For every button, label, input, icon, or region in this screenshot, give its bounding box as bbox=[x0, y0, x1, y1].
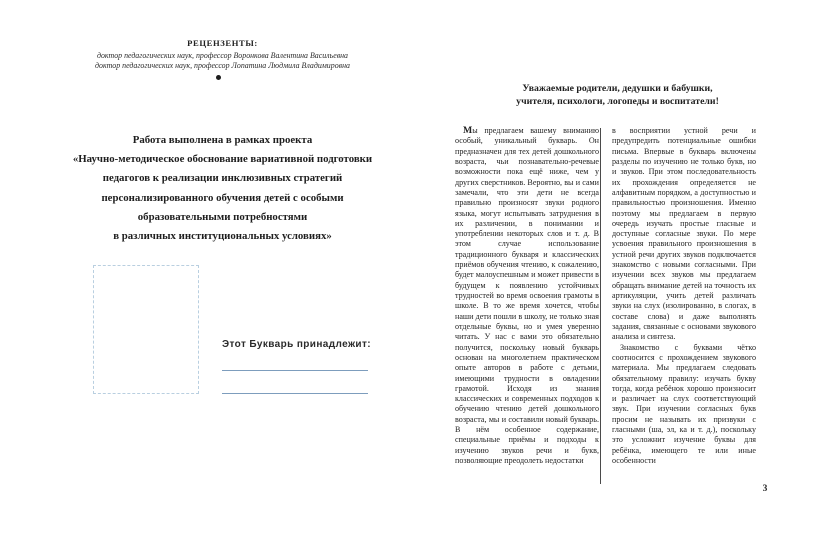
name-writing-line bbox=[222, 370, 368, 371]
reviewer-name: доктор педагогических наук, профессор Лопатина Людмила Владимировна bbox=[95, 60, 350, 70]
section-divider-dot bbox=[216, 75, 221, 80]
text-column-1 bbox=[455, 126, 599, 466]
project-line: персонализированного обучения детей с особыми bbox=[101, 191, 344, 204]
reviewers-block bbox=[30, 38, 415, 71]
greeting-line: Уважаемые родители, дедушки и бабушки, bbox=[522, 83, 713, 94]
ownership-label: Этот Букварь принадлежит: bbox=[222, 339, 372, 350]
reviewers-heading: РЕЦЕНЗЕНТЫ: bbox=[187, 38, 258, 48]
body-paragraph: Знакомство с буквами чётко соотносится с прохождением звукового материала. Мы предлагаем следовать обязательному правилу: изучать букву тогда, когда ребёнок хорошо произносит и различает на слух соответствующий звук. При изучении согласных букв просим не называть их призвуки с гласными (ша, эл, ка и т. д.), поскольку это усложнит изучение буквы для ребёнка, имеющего те или иные особенности bbox=[612, 342, 756, 465]
greeting-heading bbox=[430, 82, 805, 108]
page-number: 3 bbox=[762, 484, 768, 494]
column-divider-rule bbox=[600, 128, 601, 484]
body-paragraph: в восприятии устной речи и предупредить потенциальные ошибки письма. Впервые в букварь включены разделы по изучению не только букв, но и звуков. При этом последовательность их прохождения определяется не алфавитным порядком, а доступностью и правильностью произношения. Именно поэтому мы предлагаем в первую очередь изучать простые гласные и доступные согласные звуки. По мере усвоения правильного произношения в устной речи других звуков подключается знакомство с новыми согласными. При изучении всех звуков мы предлагаем обращать внимание детей на точность их артикуляции, учить детей различать звуки на слух (изолированно, в слогах, в составе слова) и даже выполнять задания, связанные с основами звукового анализа и синтеза. bbox=[612, 126, 756, 342]
project-line: Работа выполнена в рамках проекта bbox=[132, 134, 313, 146]
name-writing-line bbox=[222, 393, 368, 394]
photo-placeholder-box bbox=[93, 265, 199, 394]
project-line: в различных институциональных условиях» bbox=[113, 230, 332, 243]
project-line: «Научно-методическое обоснование вариативной подготовки bbox=[72, 153, 373, 166]
project-line: педагогов к реализации инклюзивных стратегий bbox=[102, 172, 343, 185]
text-column-2 bbox=[612, 126, 756, 466]
reviewer-name: доктор педагогических наук, профессор Воронкова Валентина Васильевна bbox=[96, 51, 349, 60]
body-paragraph bbox=[455, 126, 599, 466]
lead-letter: М bbox=[463, 125, 473, 136]
paragraph-text: ы предлагаем вашему вниманию особый, уникальный букварь. Он предназначен для тех детей дошкольного возраста, чьи познавательно-речевые возможности пока ещё ниже, чем у других сверстников. Вероятно, вы и сами замечали, что эти дети не всегда правильно произносят звуки родного языка, могут испытывать затруднения в их различении, в понимании и употреблении некоторых слов и т. д. В этом случае использование традиционного букваря и классических приёмов обучения чтению, к сожалению, будет малоуспешным и может привести в будущем к появлению устойчивых трудностей во время освоения грамоты в школе. В то же время хочется, чтобы наши дети пошли в школу, не только зная отдельные буквы, но и умея уверенно читать. У нас с вами это обязательно получится, поскольку новый букварь основан на многолетнем практическом опыте авторов в работе с детьми, имеющими трудности в овладении грамотой. Исходя из знания классических и современных подходов к обучению чтению детей дошкольного возраста, мы и составили новый букварь. В нём особенное содержание, специальные приёмы и подходы к изучению звуков речи и букв, позволяющие преодолеть недостатки bbox=[455, 126, 599, 465]
greeting-line: учителя, психологи, логопеды и воспитатели! bbox=[516, 96, 719, 107]
project-line: образовательными потребностями bbox=[137, 210, 308, 223]
project-statement bbox=[30, 131, 415, 246]
